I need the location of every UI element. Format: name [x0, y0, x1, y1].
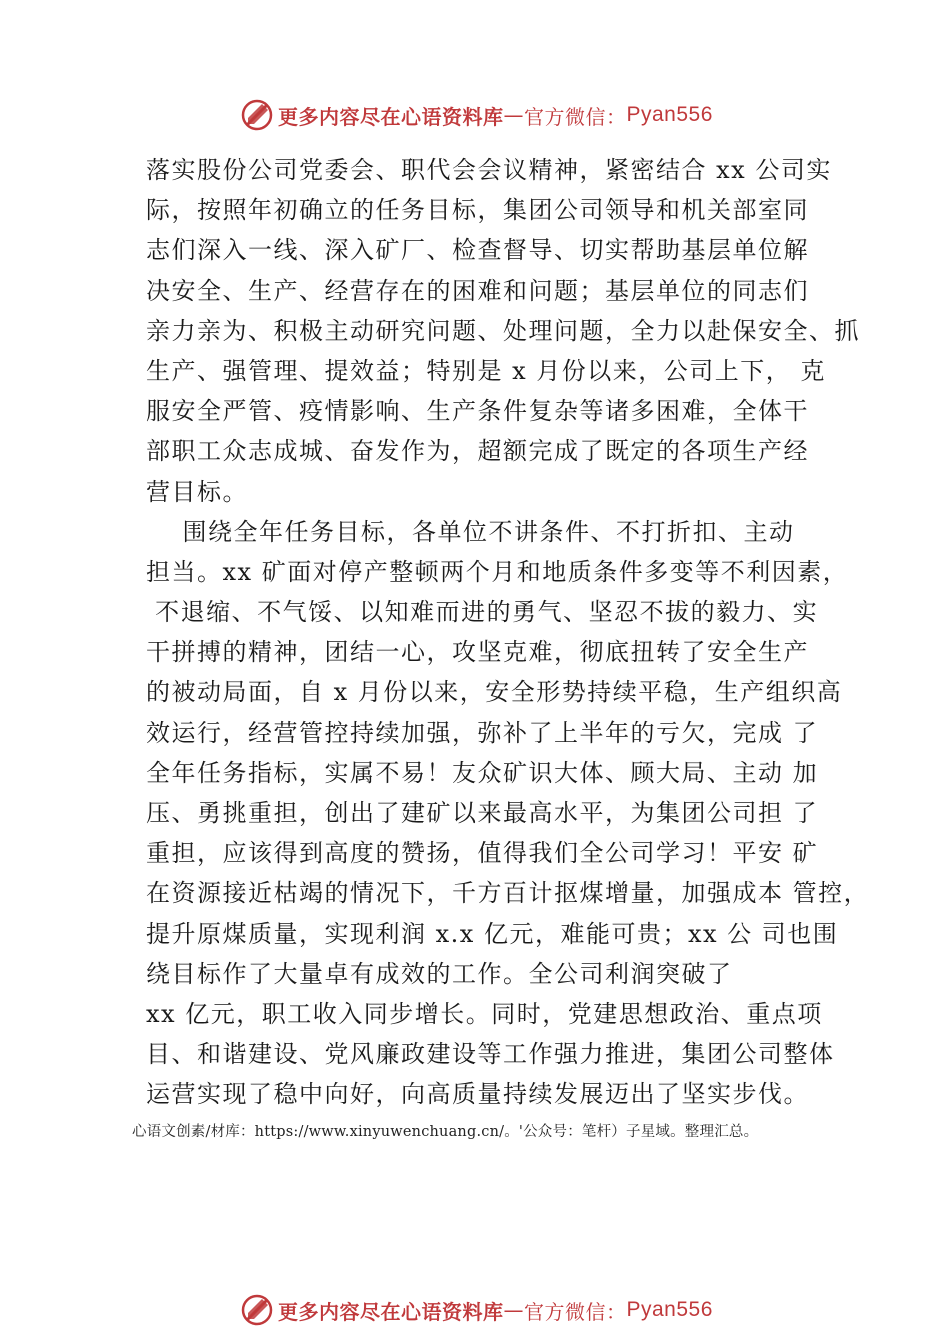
banner-separator: — [503, 103, 524, 127]
body-line: 生产、强管理、提效益；特别是 x 月份以来，公司上下， 克 [146, 356, 826, 385]
body-line: 提升原煤质量，实现利润 x.x 亿元，难能可贵；xx 公 司也围 [146, 919, 839, 948]
banner-wechat-id: Pyan556 [626, 1298, 713, 1321]
body-line: 在资源接近枯竭的情况下，千方百计抠煤增量，加强成本 管控， [146, 879, 870, 908]
body-line: 服安全严管、疫情影响、生产条件复杂等诸多困难，全体干 [146, 397, 809, 426]
pen-seal-logo-icon [240, 1293, 274, 1327]
body-line: 目、和谐建设、党风廉政建设等工作强力推进，集团公司整体 [146, 1040, 835, 1069]
body-line: 决安全、生产、经营存在的困难和问题；基层单位的同志们 [146, 276, 809, 305]
body-line: 全年任务指标，实属不易！友众矿识大体、顾大局、主动 加 [146, 758, 819, 787]
body-line: 营目标。 [146, 477, 248, 506]
body-line: 担当。xx 矿面对停产整顿两个月和地质条件多变等不利因素， [146, 557, 849, 586]
body-line: 落实股份公司党委会、职代会会议精神，紧密结合 xx 公司实 [146, 156, 832, 184]
header-banner [240, 95, 713, 135]
pen-seal-logo-icon [240, 98, 274, 132]
body-line: 干拼搏的精神，团结一心，攻坚克难，彻底扭转了安全生产 [146, 638, 809, 667]
body-line: 亲力亲为、积极主动研究问题、处理问题，全力以赴保安全、抓 [146, 316, 860, 345]
banner-label: 官方微信： [524, 104, 627, 129]
banner-main-text: 更多内容尽在心语资料库 [278, 1299, 504, 1324]
source-footnote: 心语文创素/材库：https://www.xinyuwenchuang.cn/。'公众号：笔杆）子星域。整理汇总。 [132, 1124, 759, 1140]
body-line: 效运行，经营管控持续加强，弥补了上半年的亏欠，完成 了 [146, 718, 819, 747]
body-line: 不退缩、不气馁、以知难而进的勇气、坚忍不拔的毅力、实 [146, 598, 819, 627]
banner-main-text: 更多内容尽在心语资料库 [278, 104, 504, 129]
footer-banner [240, 1290, 713, 1330]
body-line: xx 亿元，职工收入同步增长。同时，党建思想政治、重点项 [146, 999, 823, 1028]
body-line: 际，按照年初确立的任务目标，集团公司领导和机关部室同 [146, 196, 809, 225]
banner-label: 官方微信： [524, 1299, 627, 1324]
body-line: 部职工众志成城、奋发作为，超额完成了既定的各项生产经 [146, 437, 809, 466]
body-line: 绕目标作了大量卓有成效的工作。全公司利润突破了 [146, 959, 733, 988]
body-line: 的被动局面，自 x 月份以来，安全形势持续平稳，生产组织高 [146, 678, 843, 707]
document-body [146, 150, 870, 1115]
banner-wechat-id: Pyan556 [626, 103, 713, 126]
banner-separator: — [503, 1298, 524, 1322]
body-line: 重担，应该得到高度的赞扬，值得我们全公司学习！平安 矿 [146, 839, 819, 868]
body-line: 志们深入一线、深入矿厂、检查督导、切实帮助基层单位解 [146, 236, 809, 265]
body-line: 运营实现了稳中向好，向高质量持续发展迈出了坚实步伐。 [146, 1080, 809, 1109]
body-line: 压、勇挑重担，创出了建矿以来最高水平，为集团公司担 了 [146, 799, 819, 827]
body-line: 围绕全年任务目标，各单位不讲条件、不打折扣、主动 [146, 517, 795, 546]
